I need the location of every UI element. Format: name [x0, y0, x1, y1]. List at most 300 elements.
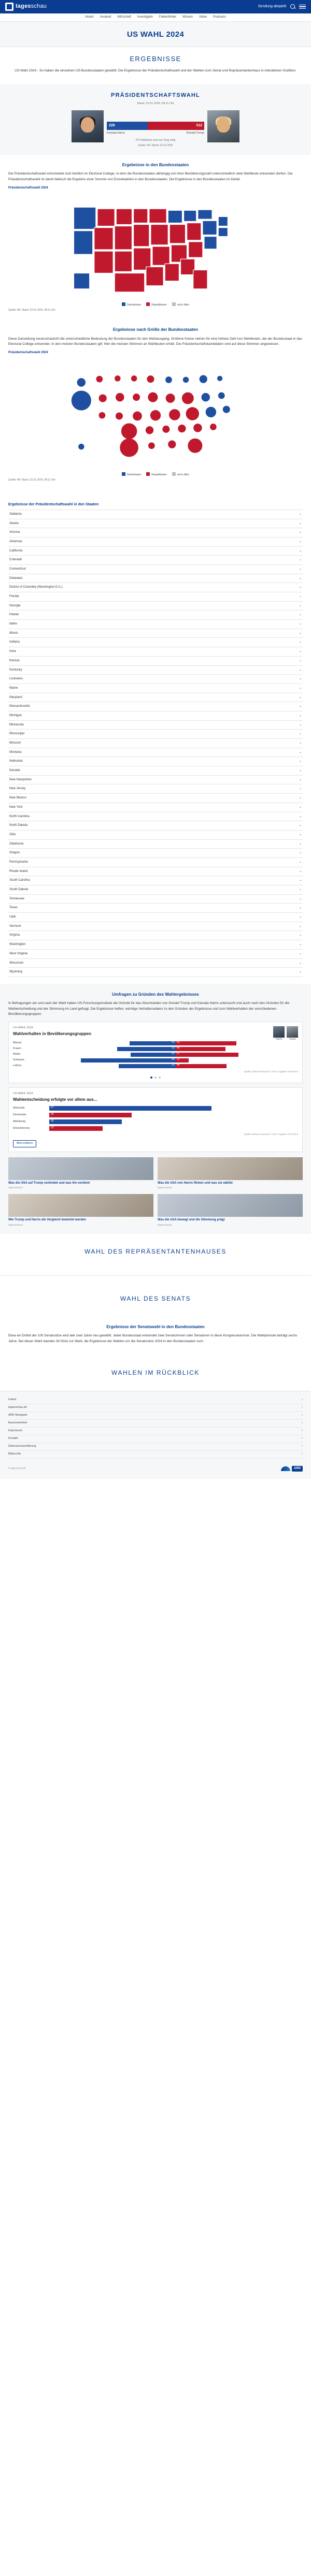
footer-item[interactable]: [8, 1420, 303, 1428]
results-section: [0, 47, 311, 84]
nav-item-investigativ[interactable]: Investigativ: [137, 16, 153, 19]
chevron-down-icon[interactable]: ⌄: [299, 659, 302, 662]
state-accordion-item[interactable]: [8, 940, 303, 950]
state-name: Michigan: [9, 714, 22, 717]
more-button[interactable]: Mehr erfahren: [13, 1140, 36, 1147]
us-choropleth-map[interactable]: [8, 195, 303, 300]
chevron-down-icon[interactable]: ⌄: [299, 934, 302, 937]
presidential-source: Quelle: AP, Stand: 22.01.2025: [138, 143, 173, 147]
trump-electors: 312: [148, 122, 204, 130]
map-label-bubble: Präsidentschaftswahl 2024: [8, 351, 48, 355]
state-accordion-item[interactable]: [8, 519, 303, 529]
footer-item-label: Bildrechte: [8, 1452, 21, 1456]
state-name: Nebraska: [9, 760, 23, 763]
state-accordion-item[interactable]: [8, 794, 303, 803]
chevron-down-icon[interactable]: ⌄: [299, 888, 302, 892]
nav-item-wissen[interactable]: Wissen: [182, 16, 193, 19]
footer-list: [8, 1396, 303, 1459]
state-name: North Carolina: [9, 814, 30, 818]
state-name: Indiana: [9, 641, 20, 644]
chart1-harris: Harris: [273, 1026, 285, 1041]
state-name: Florida: [9, 595, 19, 599]
state-name: New Hampshire: [9, 778, 32, 781]
state-accordion-item[interactable]: [8, 950, 303, 959]
chevron-down-icon[interactable]: ⌄: [299, 869, 302, 873]
presidential-heading: PRÄSIDENTSCHAFTSWAHL: [111, 92, 200, 98]
state-name: Maryland: [9, 695, 22, 699]
chevron-down-icon[interactable]: ⌄: [299, 531, 302, 534]
results-intro: US-Wahl 2024 - So haben die einzelnen US-Bundesstaaten gewählt: Die Ergebnisse der Präsidentschaftswahl und der Wahlen zum Senat und Repräsentantenhaus in interaktiven Grafiken.: [15, 68, 296, 72]
teaser-row-1: [8, 1157, 303, 1190]
nav-item-inland[interactable]: Inland: [85, 16, 94, 19]
state-name: Georgia: [9, 604, 21, 607]
state-accordion-item[interactable]: [8, 904, 303, 913]
state-accordion-item[interactable]: [8, 784, 303, 794]
state-name: Montana: [9, 750, 22, 754]
chart2-bar: 67: [49, 1106, 211, 1111]
state-name: Connecticut: [9, 567, 26, 571]
state-accordion-item[interactable]: [8, 675, 303, 684]
state-accordion-item[interactable]: [8, 776, 303, 785]
chevron-down-icon[interactable]: ⌄: [299, 833, 302, 836]
state-accordion-item[interactable]: [8, 766, 303, 776]
chevron-down-icon[interactable]: ⌄: [299, 879, 302, 882]
chevron-down-icon[interactable]: ⌄: [299, 540, 302, 543]
chevron-right-icon[interactable]: ›: [302, 1445, 303, 1448]
state-accordion-item[interactable]: [8, 858, 303, 867]
chevron-down-icon[interactable]: ⌄: [299, 677, 302, 681]
chart1-bar-trump: 55: [176, 1041, 236, 1045]
teaser-image: [158, 1194, 303, 1217]
electors-map-text: Diese Darstellung veranschaulicht die unterschiedliche Bedeutung der Bundesstaaten für den Wahlausgang. Größere Kreise stehen für eine höhere Zahl von Wahlleuten, die der Bundesstaat in das Electoral College entsendet. In den meisten Bundesstaaten gilt: Wer die meisten Stimmen an Wahlleuten erhält. Die Präsidentschaftskandidaten sind auf diese Stimmen angewiesen.: [8, 337, 302, 346]
state-accordion-item[interactable]: [8, 629, 303, 638]
chevron-down-icon[interactable]: ⌄: [299, 778, 302, 781]
chart1-bar-harris: 41: [131, 1053, 176, 1057]
teaser-card[interactable]: [158, 1157, 303, 1190]
live-status-label[interactable]: Sendung abspielt: [258, 4, 286, 8]
state-name: Washington: [9, 943, 26, 947]
state-accordion-item[interactable]: [8, 702, 303, 711]
chart1-row-label: Weiße: [13, 1053, 21, 1056]
chevron-down-icon[interactable]: ⌄: [299, 851, 302, 855]
chart1-kicker: US-WAHL 2024: [13, 1026, 33, 1030]
chart1-row-label: Schwarze: [13, 1058, 24, 1062]
main-nav: [0, 13, 311, 22]
presidential-section: [0, 84, 311, 155]
chart1-bar-trump: 57: [176, 1053, 238, 1057]
state-accordion-item[interactable]: [8, 592, 303, 602]
teaser-card[interactable]: [8, 1157, 153, 1190]
chart2-row-label: Einwanderung: [13, 1126, 30, 1130]
state-accordion-item[interactable]: [8, 849, 303, 858]
chart1-row: [13, 1058, 298, 1063]
state-name: Iowa: [9, 650, 16, 653]
state-accordion-item[interactable]: [8, 556, 303, 565]
state-name: Utah: [9, 915, 16, 919]
retrospect-heading: WAHLEN IM RÜCKBLICK: [111, 1369, 200, 1376]
state-accordion-item[interactable]: [8, 610, 303, 620]
chevron-down-icon[interactable]: ⌄: [299, 805, 302, 809]
chart1-bar-harris: 42: [130, 1041, 176, 1045]
state-name: Ohio: [9, 833, 16, 836]
harris-name: Kamala Harris: [107, 131, 125, 135]
state-accordion-item[interactable]: [8, 831, 303, 840]
trump-photo: [207, 110, 239, 142]
chart2-row: [13, 1126, 298, 1131]
state-name: Texas: [9, 906, 18, 910]
chevron-down-icon[interactable]: ⌄: [299, 970, 302, 974]
chevron-down-icon[interactable]: ⌄: [299, 787, 302, 791]
chart1-note: Quelle: Edison Research / Pool; Angaben in Prozent: [244, 1070, 298, 1073]
state-accordion-item[interactable]: [8, 721, 303, 730]
chevron-down-icon[interactable]: ⌄: [299, 952, 302, 955]
map-label-choropleth: Präsidentschaftswahl 2024: [8, 186, 48, 190]
senate-heading: WAHL DES SENATS: [120, 1294, 191, 1302]
map-source: Quelle: AP, Stand: 22.01.2025, 08:11 Uhr: [8, 309, 55, 312]
footer-item[interactable]: [8, 1404, 303, 1412]
state-name: District of Columbia (Washington D.C.): [9, 586, 63, 589]
polls-section: [0, 984, 311, 1234]
chevron-down-icon[interactable]: ⌄: [299, 686, 302, 690]
footer-item-label: Kontakt: [8, 1437, 18, 1440]
chevron-down-icon[interactable]: ⌄: [299, 650, 302, 653]
chevron-down-icon[interactable]: ⌄: [299, 576, 302, 580]
teaser-card[interactable]: [158, 1194, 303, 1227]
teaser-title[interactable]: Was die USA auf Trump verbindet und was ihn verdient: [8, 1181, 90, 1185]
state-accordion-item[interactable]: [8, 537, 303, 547]
footer-item[interactable]: [8, 1428, 303, 1435]
harris-photo: [72, 110, 104, 142]
chevron-down-icon[interactable]: ⌄: [299, 906, 302, 910]
chevron-down-icon[interactable]: ⌄: [299, 824, 302, 827]
state-name: Arizona: [9, 531, 20, 534]
chevron-down-icon[interactable]: ⌄: [299, 705, 302, 708]
chart2-row-label: Abtreibung: [13, 1119, 26, 1123]
footer-item-label: ARD-Navigator: [8, 1414, 27, 1417]
chart2-row: [13, 1106, 298, 1111]
state-accordion-item[interactable]: [8, 528, 303, 537]
chart1-row-label: Männer: [13, 1041, 22, 1045]
chevron-down-icon[interactable]: ⌄: [299, 521, 302, 525]
nav-item-faktenfinder[interactable]: Faktenfinder: [159, 16, 177, 19]
state-name: Pennsylvania: [9, 860, 28, 864]
state-name: Louisiana: [9, 677, 23, 681]
state-accordion-item[interactable]: [8, 684, 303, 693]
chevron-down-icon[interactable]: ⌄: [299, 897, 302, 900]
state-accordion-item[interactable]: [8, 913, 303, 922]
chevron-down-icon[interactable]: ⌄: [299, 558, 302, 562]
state-name: Alaska: [9, 521, 19, 525]
polls-text: In Befragungen am und nach der Wahl haben US-Forschungsinstitute die Gründe für das Abschneiden von Donald Trump und Kamala Harris untersucht und auch nach den Gründen für die Wahlentscheidung und der Stimmung im Land gefragt. Die Ergebnisse helfen, wichtige Verhaltensdaten zu den Gründen der Ergebnisse und zum Wahlverhalten der verschiedenen Bevölkerungsgruppen.: [8, 1001, 290, 1016]
state-name: Arkansas: [9, 540, 23, 543]
map-legend: [8, 302, 303, 307]
chevron-down-icon[interactable]: ⌄: [299, 943, 302, 947]
teaser-title[interactable]: Was die USA von Harris flinken und was sie wählte: [158, 1181, 233, 1185]
state-name: Rhode Island: [9, 869, 28, 873]
state-accordion-item[interactable]: [8, 602, 303, 611]
chart1-row: [13, 1047, 298, 1051]
state-accordion-item[interactable]: [8, 812, 303, 822]
state-accordion-item[interactable]: [8, 620, 303, 629]
teaser-card[interactable]: [8, 1194, 153, 1227]
chevron-right-icon[interactable]: ›: [302, 1406, 303, 1409]
us-bubble-map[interactable]: [8, 359, 303, 470]
bubble-legend-open: noch offen: [172, 472, 189, 477]
state-accordion-item[interactable]: [8, 583, 303, 592]
candidate-trump: [207, 110, 239, 142]
house-heading: WAHL DES REPRÄSENTANTENHAUSES: [84, 1248, 227, 1256]
chart1-bar-harris: 52: [119, 1064, 176, 1068]
state-name: Delaware: [9, 576, 23, 580]
chevron-down-icon[interactable]: ⌄: [299, 586, 302, 589]
state-name: New Mexico: [9, 796, 26, 800]
chevron-down-icon[interactable]: ⌄: [299, 741, 302, 745]
nav-item-wirtschaft[interactable]: Wirtschaft: [117, 16, 131, 19]
state-accordion-item[interactable]: [8, 647, 303, 657]
state-name: South Carolina: [9, 879, 30, 882]
state-name: Maine: [9, 686, 18, 690]
chart2-rows: [13, 1106, 298, 1131]
chart1-title: Wahlverhalten in Bevölkerungsgruppen: [13, 1031, 91, 1037]
us-map-svg[interactable]: [8, 195, 303, 298]
state-accordion-item[interactable]: [8, 876, 303, 885]
chevron-down-icon[interactable]: ⌄: [299, 613, 302, 617]
bubble-map-source: Quelle: AP, Stand: 22.01.2025, 08:11 Uhr: [8, 478, 55, 482]
state-name: Alabama: [9, 512, 22, 516]
state-accordion-item[interactable]: [8, 968, 303, 977]
state-accordion-item[interactable]: [8, 931, 303, 940]
ard-label: ARD: [292, 1466, 303, 1472]
state-accordion-item[interactable]: [8, 711, 303, 721]
chart1-bar-trump: 45: [176, 1047, 225, 1051]
chevron-down-icon[interactable]: ⌄: [299, 631, 302, 635]
state-results-section: [0, 155, 311, 319]
footer-item-label: tagesschau.de: [8, 1406, 27, 1409]
logo-text: [16, 3, 47, 11]
legend-republicans: Republikaner: [146, 302, 166, 307]
chart1-rows: [13, 1041, 298, 1068]
presidential-timestamp: Stand: 22.01.2025, 08:11 Uhr: [137, 101, 174, 105]
page-title: US WAHL 2024: [126, 30, 185, 39]
footer: [0, 1391, 311, 1462]
chevron-down-icon[interactable]: ⌄: [299, 915, 302, 919]
state-name: Virginia: [9, 934, 20, 937]
state-accordion-item[interactable]: [8, 730, 303, 739]
copyright: © tagesschau.de: [8, 1467, 26, 1470]
chart1-row: [13, 1053, 298, 1057]
state-accordion-item[interactable]: [8, 840, 303, 849]
chevron-down-icon[interactable]: ⌄: [299, 723, 302, 726]
chevron-down-icon[interactable]: ⌄: [299, 695, 302, 699]
teaser-meta: tagesschau24: [158, 1186, 173, 1189]
us-bubble-svg[interactable]: [8, 359, 303, 468]
chevron-right-icon[interactable]: ›: [302, 1414, 303, 1417]
state-accordion-item[interactable]: [8, 895, 303, 904]
state-name: Tennessee: [9, 897, 25, 900]
electoral-note: 270 Wahlleute sind zum Sieg nötig: [135, 138, 176, 142]
chevron-down-icon[interactable]: ⌄: [299, 814, 302, 818]
candidate-harris: [72, 110, 104, 142]
ard-logo: [281, 1466, 303, 1472]
electors-map-section: [0, 319, 311, 489]
state-accordion-item[interactable]: [8, 547, 303, 556]
footer-item-label: Impressum: [8, 1429, 23, 1433]
chart2-bar: 30: [49, 1119, 122, 1124]
chevron-down-icon[interactable]: ⌄: [299, 668, 302, 672]
state-accordion-item[interactable]: [8, 510, 303, 519]
bubble-legend-republicans: Republikaner: [146, 472, 166, 477]
teaser-image: [8, 1157, 153, 1180]
footer-item[interactable]: [8, 1443, 303, 1451]
state-name: West Virginia: [9, 952, 28, 955]
bubble-legend: [8, 472, 303, 477]
logo[interactable]: [5, 3, 47, 11]
ard-arc-icon: [281, 1466, 290, 1471]
chart2-bar: 34: [49, 1113, 132, 1117]
chart2-bar: 22: [49, 1126, 103, 1131]
retrospect-section: [0, 1355, 311, 1391]
chevron-right-icon[interactable]: ›: [302, 1429, 303, 1433]
state-name: Illinois: [9, 631, 18, 635]
nav-item-ausland[interactable]: Ausland: [100, 16, 111, 19]
state-name: Minnesota: [9, 723, 24, 726]
chevron-down-icon[interactable]: ⌄: [299, 769, 302, 773]
state-results-text: Die Präsidentschaftswahl entscheidet sich letztlich im Electoral College, in dem die Bundesstaaten abhängig von ihrer Bevölkerungszahl unterschiedlich viele Wahlleute entsenden dürfen. Die Präsidentschaftswahl ist damit faktisch die Ergebnis einer Summe von Einzelwahlen in den Bundesstaaten. Die Ergebnisse in den Bundesstaaten im Detail.: [8, 172, 293, 181]
chart2-row-label: Demokratie: [13, 1113, 26, 1116]
electors-map-title: Ergebnisse nach Größe der Bundesstaaten: [112, 327, 199, 332]
chevron-down-icon[interactable]: ⌄: [299, 512, 302, 516]
footer-item[interactable]: [8, 1396, 303, 1404]
state-accordion-item[interactable]: [8, 638, 303, 647]
senate-states-title: Ergebnisse der Senatswahl in den Bundesstaaten: [106, 1324, 205, 1329]
state-accordion-item[interactable]: [8, 821, 303, 831]
state-accordion-item[interactable]: [8, 693, 303, 703]
state-name: Mississippi: [9, 732, 25, 736]
chevron-down-icon[interactable]: ⌄: [299, 732, 302, 736]
state-name: California: [9, 549, 23, 552]
legend-open: noch offen: [172, 302, 189, 307]
chevron-right-icon[interactable]: ›: [302, 1437, 303, 1440]
chart1-row-label: Latinos: [13, 1064, 22, 1068]
state-name: South Dakota: [9, 888, 29, 892]
chart1-bar-harris: 86: [81, 1058, 176, 1063]
poll-chart-reasons: [8, 1087, 303, 1152]
state-accordion-item[interactable]: [8, 803, 303, 812]
chart1-bar-trump: 12: [176, 1058, 189, 1063]
chevron-down-icon[interactable]: ⌄: [299, 567, 302, 571]
state-name: Vermont: [9, 924, 21, 928]
state-results-title: Ergebnisse in den Bundesstaaten: [122, 163, 189, 168]
teaser-meta: tagesschau24: [158, 1223, 173, 1226]
state-name: Colorado: [9, 558, 22, 562]
state-name: North Dakota: [9, 824, 28, 827]
senate-states-text: Etwa ein Drittel der 100 Senatssitze wird alle zwei Jahre neu gewählt. Jeder Bundesstaat entsendet zwei Senatorinnen oder Senatoren in diese Kongresskammer. Die Wahlperiode beträgt sechs Jahre. Bei dieser Wahl standen 34 Sitze zur Wahl, die Ergebnisse der Wahlen um die Senatssitze 2024 in den Bundesstaaten zum.: [8, 1334, 298, 1343]
state-accordion-item[interactable]: [8, 666, 303, 675]
footer-item[interactable]: [8, 1435, 303, 1443]
polls-title: Umfragen zu Gründen des Wahlergebnisses: [112, 992, 199, 997]
chevron-down-icon[interactable]: ⌄: [299, 714, 302, 717]
state-accordion-item[interactable]: [8, 657, 303, 666]
teaser-title[interactable]: Wie Trump und Harris die Vergleich bewertet werden: [8, 1218, 86, 1221]
state-name: New Jersey: [9, 787, 26, 791]
state-accordion-item[interactable]: [8, 959, 303, 968]
state-accordion-item[interactable]: [8, 574, 303, 584]
chevron-down-icon[interactable]: ⌄: [299, 595, 302, 599]
bubble-legend-democrats: Demokraten: [122, 472, 141, 477]
search-icon[interactable]: [290, 4, 295, 9]
state-name: Oregon: [9, 851, 20, 855]
state-accordion-item[interactable]: [8, 885, 303, 895]
footer-item[interactable]: [8, 1412, 303, 1420]
state-accordion-item[interactable]: [8, 565, 303, 574]
house-section: [0, 1234, 311, 1270]
footer-item-label: Barrierefreiheit: [8, 1421, 27, 1425]
state-name: Missouri: [9, 741, 21, 745]
chart2-note: Quelle: Edison Research / Pool; Angaben in Prozent: [244, 1132, 298, 1136]
footer-item-label: Datenschutzerklärung: [8, 1445, 36, 1448]
chevron-down-icon[interactable]: ⌄: [299, 604, 302, 607]
chevron-down-icon[interactable]: ⌄: [299, 842, 302, 846]
state-accordion-item[interactable]: [8, 757, 303, 766]
nav-item-video[interactable]: Video: [199, 16, 207, 19]
legend-democrats: Demokraten: [122, 302, 141, 307]
state-accordion-item[interactable]: [8, 867, 303, 877]
states-list: [8, 510, 303, 977]
chart2-row: [13, 1113, 298, 1117]
state-name: Wyoming: [9, 970, 22, 974]
chevron-down-icon[interactable]: ⌄: [299, 549, 302, 552]
state-name: Nevada: [9, 769, 20, 773]
electoral-bar: [104, 110, 207, 142]
chevron-right-icon[interactable]: ›: [302, 1398, 303, 1402]
state-name: New York: [9, 805, 23, 809]
chart1-bar-harris: 53: [117, 1047, 176, 1051]
chart1-row-label: Frauen: [13, 1047, 21, 1051]
teaser-title[interactable]: Was die USA bewegt und die Stimmung prägt: [158, 1218, 225, 1221]
chevron-down-icon[interactable]: ⌄: [299, 622, 302, 626]
chevron-down-icon[interactable]: ⌄: [299, 760, 302, 763]
chevron-down-icon[interactable]: ⌄: [299, 750, 302, 754]
chevron-down-icon[interactable]: ⌄: [299, 641, 302, 644]
trump-name: Donald Trump: [186, 131, 204, 135]
carousel-dots[interactable]: [13, 1076, 298, 1079]
senate-states-section: [0, 1317, 311, 1355]
chart2-row-label: Wirtschaft: [13, 1106, 25, 1110]
chevron-right-icon[interactable]: ›: [302, 1452, 303, 1456]
senate-section: [0, 1281, 311, 1317]
state-name: Oklahoma: [9, 842, 24, 846]
state-accordion-item[interactable]: [8, 739, 303, 748]
chevron-down-icon[interactable]: ⌄: [299, 860, 302, 864]
chevron-right-icon[interactable]: ›: [302, 1421, 303, 1425]
state-name: Kentucky: [9, 668, 22, 672]
state-name: Idaho: [9, 622, 18, 626]
states-accordion-title: Ergebnisse der Präsidentschaftswahl in den Staaten: [8, 502, 99, 506]
chart1-bar-trump: 46: [176, 1064, 227, 1068]
chevron-down-icon[interactable]: ⌄: [299, 796, 302, 800]
state-accordion-item[interactable]: [8, 922, 303, 932]
menu-icon[interactable]: [299, 5, 306, 9]
chevron-down-icon[interactable]: ⌄: [299, 961, 302, 965]
candidate-duel: [8, 110, 303, 142]
chart2-title: Wahlentscheidung erfolgte vor allem aus...: [13, 1097, 97, 1102]
teaser-meta: tagesschau24: [8, 1223, 23, 1226]
nav-item-podcasts[interactable]: Podcasts: [213, 16, 226, 19]
state-accordion-item[interactable]: [8, 748, 303, 758]
logo-main: tages: [16, 3, 31, 10]
chevron-down-icon[interactable]: ⌄: [299, 924, 302, 928]
footer-item[interactable]: [8, 1451, 303, 1459]
